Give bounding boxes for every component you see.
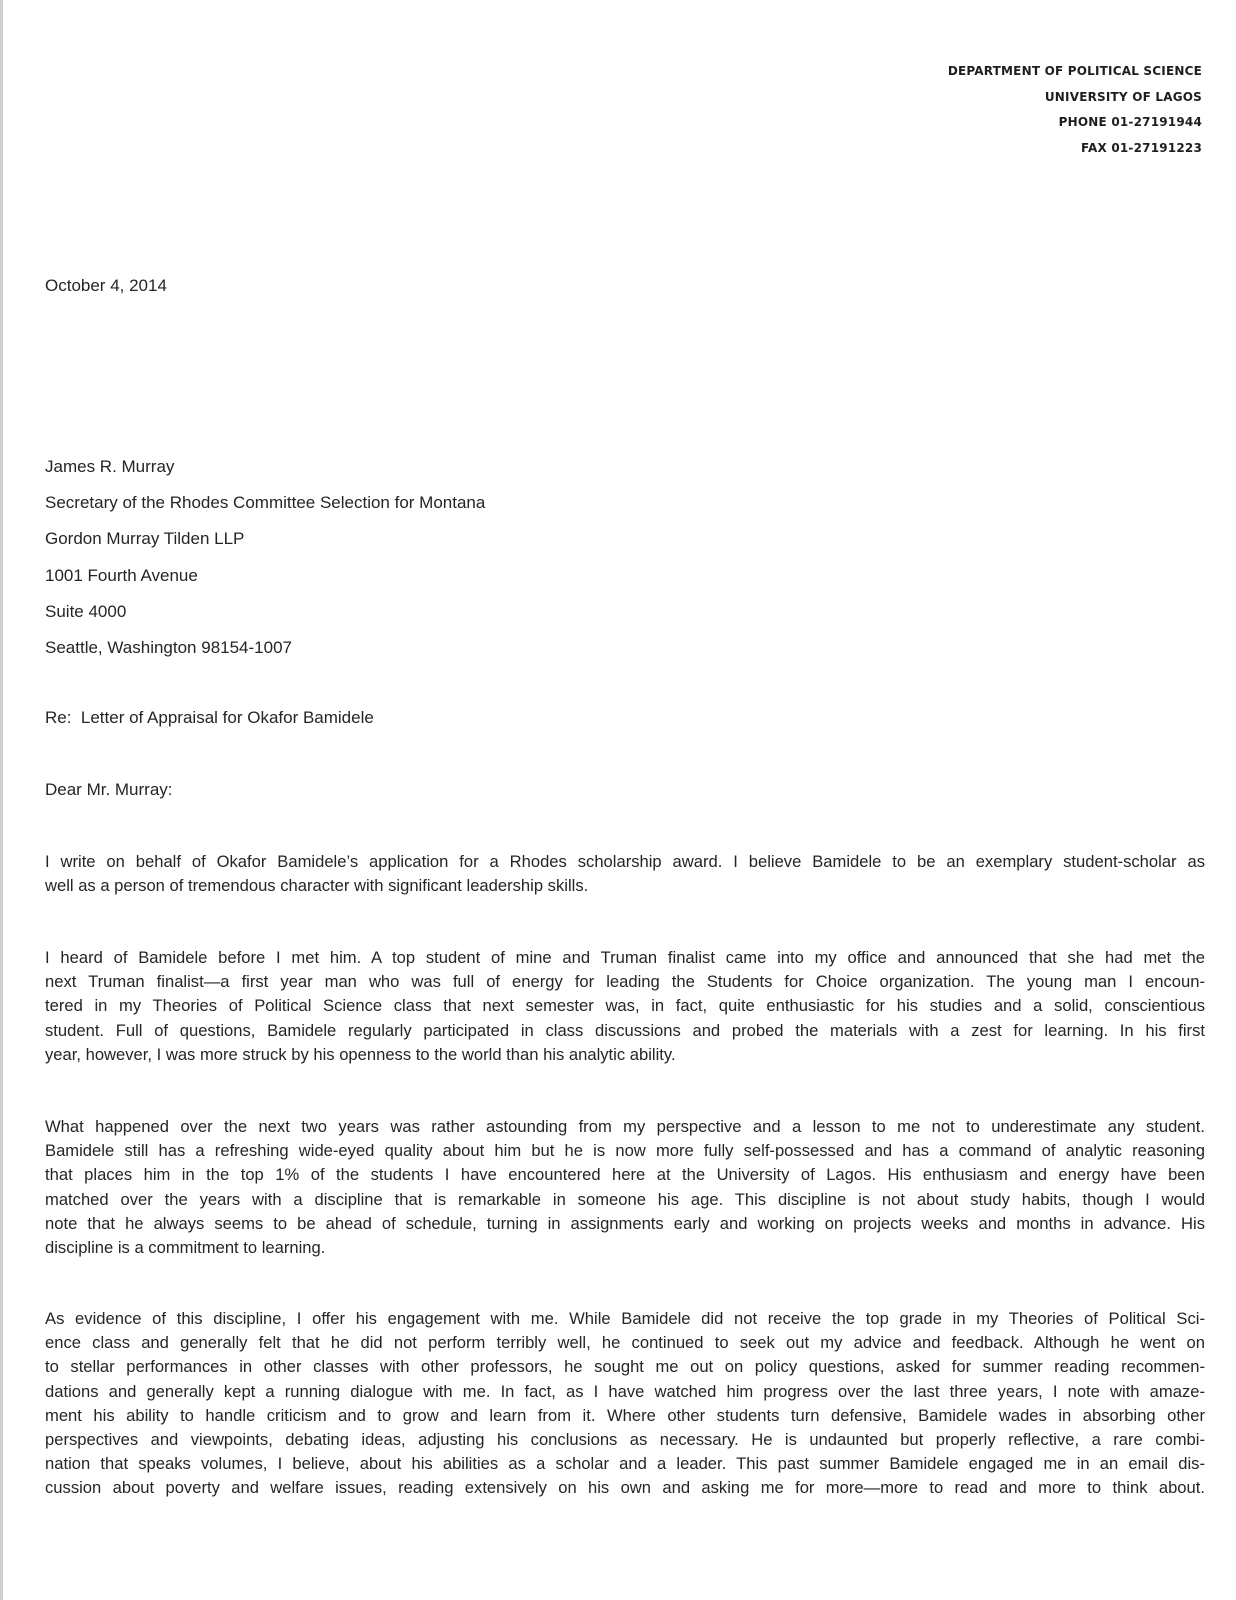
paragraph-2	[45, 946, 1205, 1067]
letterhead-department: DEPARTMENT OF POLITICAL SCIENCE	[947, 64, 1202, 78]
paragraph-line: tered in my Theories of Political Science class that next semester was, in fact, quite enthusiastic for his studies and a solid, conscientious	[45, 996, 1205, 1016]
recipient-city: Seattle, Washington 98154-1007	[45, 637, 292, 657]
paragraph-4	[45, 1307, 1205, 1501]
letterhead-university: UNIVERSITY OF LAGOS	[1044, 89, 1202, 104]
paragraph-line: I write on behalf of Okafor Bamidele’s application for a Rhodes scholarship award. I believe Bamidele to be an exemplary student-scholar as	[45, 852, 1205, 871]
paragraph-line: cussion about poverty and welfare issues, reading extensively on his own and asking me for more—more to read and more to think about.	[45, 1478, 1205, 1498]
paragraph-3	[45, 1115, 1205, 1260]
paragraph-line: I heard of Bamidele before I met him. A top student of mine and Truman finalist came into my office and announced that she had met the	[45, 948, 1205, 967]
paragraph-line: dations and generally kept a running dialogue with me. In fact, as I have watched him progress over the last three years, I note with amaze-	[45, 1381, 1205, 1401]
paragraph-line: Bamidele still has a refreshing wide-eyed quality about him but he is now more fully self-possessed and has a command of analytic reasoning	[45, 1141, 1205, 1161]
paragraph-line: next Truman finalist—a first year man who was full of energy for leading the Students for Choice organization. The young man I encoun-	[45, 972, 1205, 992]
paragraph-line: perspectives and viewpoints, debating ideas, adjusting his conclusions as necessary. He is undaunted but properly reflective, a rare combi-	[45, 1430, 1205, 1450]
paragraph-line: student. Full of questions, Bamidele regularly participated in class discussions and probed the materials with a zest for learning. In his first	[45, 1020, 1205, 1040]
paragraph-1	[45, 850, 1205, 898]
paragraph-line: discipline is a commitment to learning.	[45, 1238, 326, 1258]
paragraph-line: nation that speaks volumes, I believe, about his abilities as a scholar and a leader. This past summer Bamidele engaged me in an email dis-	[45, 1454, 1205, 1474]
recipient-firm: Gordon Murray Tilden LLP	[45, 529, 245, 549]
paragraph-line: ment his ability to handle criticism and to grow and learn from it. Where other students turn defensive, Bamidele wades in absorbing other	[45, 1405, 1205, 1425]
subject-line: Re: Letter of Appraisal for Okafor Bamidele	[45, 708, 374, 727]
letterhead	[802, 63, 1202, 165]
paragraph-line: to stellar performances in other classes with other professors, he sought me out on policy questions, asked for summer reading recommen-	[45, 1357, 1205, 1377]
paragraph-line: As evidence of this discipline, I offer his engagement with me. While Bamidele did not receive the top grade in my Theories of Political Sci-	[45, 1309, 1205, 1328]
paragraph-line: matched over the years with a discipline that is remarkable in someone his age. This discipline is not about study habits, though I would	[45, 1189, 1205, 1209]
page-edge	[0, 0, 3, 1600]
recipient-street: 1001 Fourth Avenue	[45, 565, 198, 585]
recipient-suite: Suite 4000	[45, 601, 127, 621]
recipient-name: James R. Murray	[45, 457, 175, 476]
letterhead-fax: FAX 01-27191223	[1080, 140, 1202, 155]
letterhead-phone: PHONE 01-27191944	[1058, 115, 1202, 129]
paragraph-line: year, however, I was more struck by his openness to the world than his analytic ability.	[45, 1044, 676, 1064]
recipient-title: Secretary of the Rhodes Committee Selection for Montana	[45, 493, 486, 513]
paragraph-line: ence class and generally felt that he did not perform terribly well, he continued to seek out my advice and feedback. Although he went on	[45, 1333, 1205, 1353]
paragraph-line: well as a person of tremendous character with significant leadership skills.	[45, 876, 589, 896]
salutation: Dear Mr. Murray:	[45, 780, 173, 799]
paragraph-line: note that he always seems to be ahead of schedule, turning in assignments early and working on projects weeks and months in advance. His	[45, 1213, 1205, 1233]
paragraph-line: that places him in the top 1% of the students I have encountered here at the University of Lagos. His enthusiasm and energy have been	[45, 1165, 1205, 1185]
paragraph-line: What happened over the next two years was rather astounding from my perspective and a lesson to me not to underestimate any student.	[45, 1117, 1205, 1136]
letter-date: October 4, 2014	[45, 276, 167, 295]
recipient-address	[45, 456, 1205, 673]
